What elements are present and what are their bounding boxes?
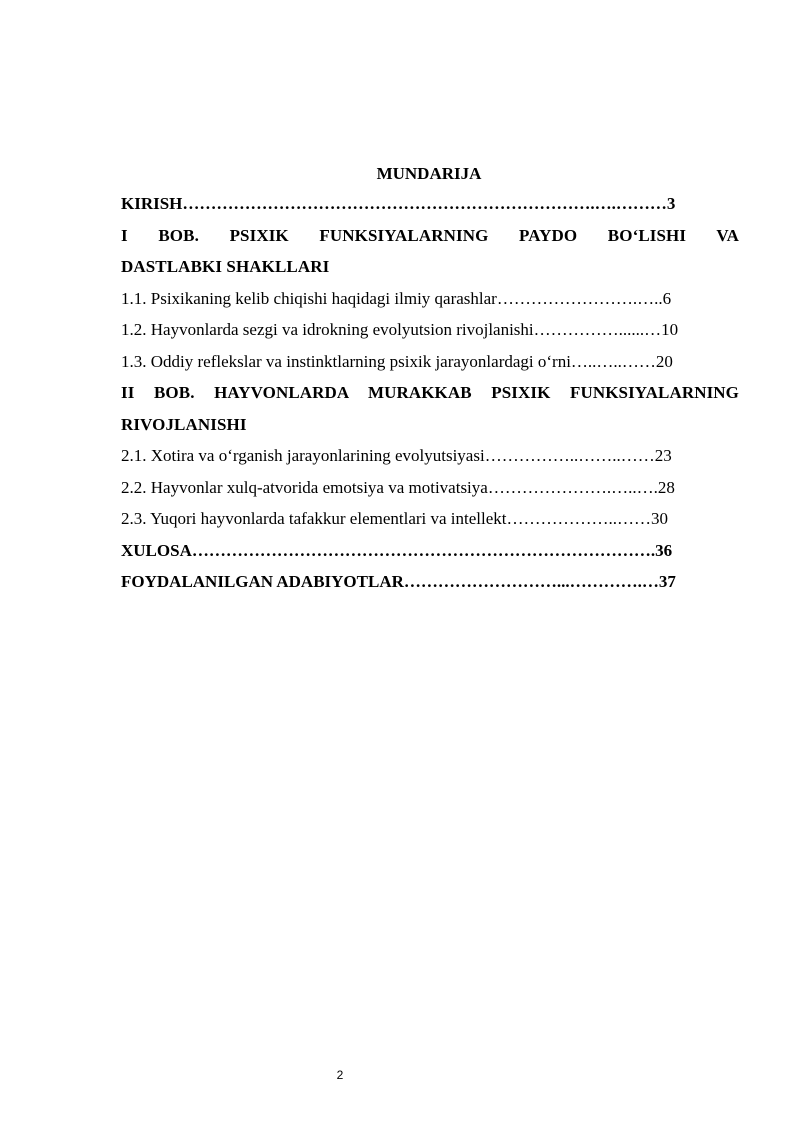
toc-chapter-2: [121, 377, 739, 440]
toc-entry-2-2: 2.2. Hayvonlar xulq-atvorida emotsiya va motivatsiya………………….…..….28: [121, 477, 675, 497]
toc-chapter-2-line2: RIVOJLANISHI: [121, 414, 247, 434]
toc-chapter-2-line1: II BOB. HAYVONLARDA MURAKKAB PSIXIK FUNKSIYALARNING: [121, 383, 739, 402]
toc-entry-1-1: 1.1. Psixikaning kelib chiqishi haqidagi ilmiy qarashlar…………………….…..6: [121, 288, 672, 308]
toc-entry-adabiyotlar: FOYDALANILGAN ADABIYOTLAR………………………...………….…37: [121, 572, 676, 591]
toc-entry-2-1: 2.1. Xotira va o‘rganish jarayonlarining evolyutsiyasi……………..……..……23: [121, 446, 672, 465]
toc-chapter-1-line2: DASTLABKI SHAKLLARI: [121, 257, 330, 276]
toc-entry-xulosa: XULOSA……………………………………………………………………….36: [121, 540, 673, 560]
table-of-contents: [121, 160, 739, 598]
toc-entry-2-3: 2.3. Yuqori hayvonlarda tafakkur elementlari va intellekt………………..……30: [121, 509, 669, 528]
toc-chapter-1: [121, 220, 739, 283]
page-number: 2: [336, 1068, 344, 1082]
toc-entry-1-2: 1.2. Hayvonlarda sezgi va idrokning evolyutsion rivojlanishi……………......…10: [121, 320, 679, 339]
toc-title: MUNDARIJA: [376, 164, 482, 183]
toc-entry-1-3: 1.3. Oddiy reflekslar va instinktlarning psixik jarayonlardagi o‘rni…..…..……20: [121, 351, 673, 371]
toc-chapter-1-line1: I BOB. PSIXIK FUNKSIYALARNING PAYDO BO‘LISHI VA: [121, 225, 739, 245]
toc-entry-kirish: KIRISH……………………………………………………………….….………3: [121, 194, 676, 213]
